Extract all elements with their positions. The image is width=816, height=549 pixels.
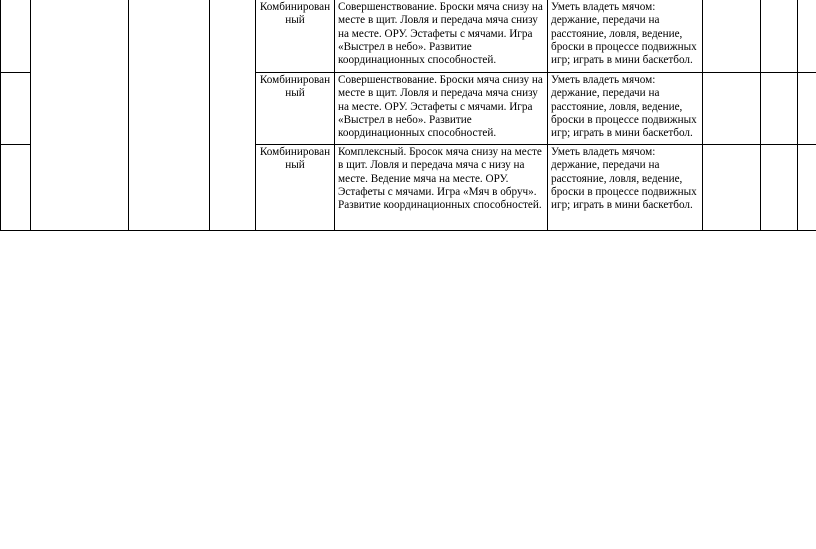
lesson-skills-cell: Уметь владеть мячом: держание, передачи на расстояние, ловля, ведение, броски в процессе подвижных игр; играть в мини баскетбол.: [548, 73, 703, 145]
table-row: [1, 0, 816, 73]
lesson-skills-cell: Уметь владеть мячом: держание, передачи на расстояние, ловля, ведение, броски в процессе подвижных игр; играть в мини баскетбол.: [548, 145, 703, 231]
lesson-type-cell: Комбинированный: [256, 73, 335, 145]
lesson-type-cell: Комбинированный: [256, 145, 335, 231]
lesson-content-cell: Комплексный. Бросок мяча снизу на месте в щит. Ловля и передача мяча с низу на месте. Ведение мяча на месте. ОРУ. Эстафеты с мячами. Игра «Мяч в обруч». Развитие координационных способностей.: [335, 145, 548, 231]
hours-cell: [210, 0, 256, 231]
lesson-number-cell: [1, 0, 31, 73]
date-cell: [761, 73, 798, 145]
lesson-plan-table: [0, 0, 816, 231]
extra-cell: [798, 73, 816, 145]
date-cell: [761, 0, 798, 73]
control-cell: [703, 0, 761, 73]
lesson-skills-cell: Уметь владеть мячом: держание, передачи на расстояние, ловля, ведение, броски в процессе подвижных игр; играть в мини баскетбол.: [548, 0, 703, 73]
extra-cell: [798, 145, 816, 231]
lesson-plan-table-wrapper: [0, 0, 816, 231]
control-cell: [703, 73, 761, 145]
date-cell: [761, 145, 798, 231]
extra-cell: [798, 0, 816, 73]
lesson-number-cell: [1, 73, 31, 145]
topic-cell: [129, 0, 210, 231]
lesson-content-cell: Совершенствование. Броски мяча снизу на месте в щит. Ловля и передача мяча снизу на месте. ОРУ. Эстафеты с мячами. Игра «Выстрел в небо». Развитие координационных способностей.: [335, 73, 548, 145]
lesson-content-cell: Совершенствование. Броски мяча снизу на месте в щит. Ловля и передача мяча снизу на месте. ОРУ. Эстафеты с мячами. Игра «Выстрел в небо». Развитие координационных способностей.: [335, 0, 548, 73]
lesson-type-cell: Комбинированный: [256, 0, 335, 73]
section-cell: [31, 0, 129, 231]
control-cell: [703, 145, 761, 231]
lesson-number-cell: [1, 145, 31, 231]
